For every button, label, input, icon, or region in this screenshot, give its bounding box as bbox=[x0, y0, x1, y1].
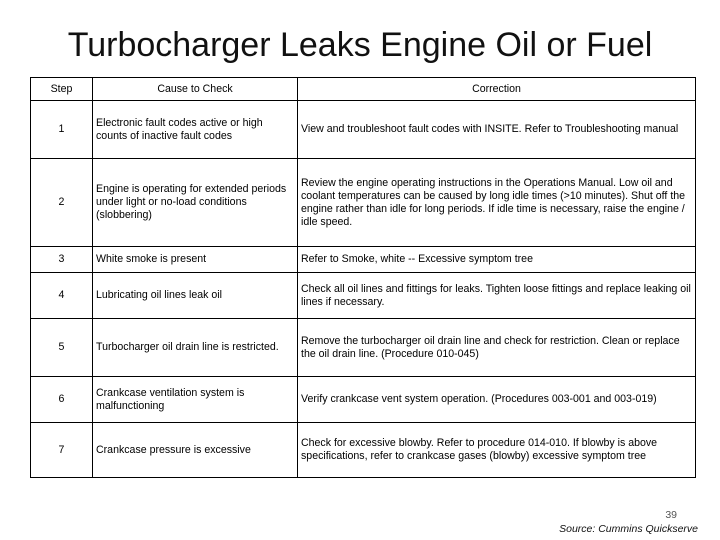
column-header-correction: Correction bbox=[298, 78, 696, 101]
cause-cell: White smoke is present bbox=[93, 247, 298, 273]
step-number: 4 bbox=[31, 273, 93, 319]
correction-cell: Remove the turbocharger oil drain line and check for restriction. Clean or replace the oil drain line. (Procedure 010-045) bbox=[298, 319, 696, 377]
cause-cell: Electronic fault codes active or high counts of inactive fault codes bbox=[93, 101, 298, 159]
step-number: 5 bbox=[31, 319, 93, 377]
correction-cell: Verify crankcase vent system operation. (Procedures 003-001 and 003-019) bbox=[298, 377, 696, 423]
table-row bbox=[31, 377, 696, 423]
troubleshooting-table bbox=[30, 77, 696, 478]
cause-cell: Turbocharger oil drain line is restricted. bbox=[93, 319, 298, 377]
column-header-step: Step bbox=[31, 78, 93, 101]
cause-cell: Crankcase ventilation system is malfunctioning bbox=[93, 377, 298, 423]
correction-cell: Review the engine operating instructions in the Operations Manual. Low oil and coolant temperatures can be caused by long idle times (>10 minutes). Shut off the engine rather than idle for long periods. If idle time is necessary, raise the engine / idle speed. bbox=[298, 159, 696, 247]
correction-cell: Check for excessive blowby. Refer to procedure 014-010. If blowby is above specifications, refer to crankcase gases (blowby) excessive symptom tree bbox=[298, 423, 696, 478]
cause-cell: Lubricating oil lines leak oil bbox=[93, 273, 298, 319]
step-number: 6 bbox=[31, 377, 93, 423]
column-header-cause: Cause to Check bbox=[93, 78, 298, 101]
step-number: 7 bbox=[31, 423, 93, 478]
table-row bbox=[31, 273, 696, 319]
table-row bbox=[31, 159, 696, 247]
table-row bbox=[31, 247, 696, 273]
page-number: 39 bbox=[665, 509, 677, 521]
table-row bbox=[31, 101, 696, 159]
cause-cell: Engine is operating for extended periods under light or no-load conditions (slobbering) bbox=[93, 159, 298, 247]
cause-cell: Crankcase pressure is excessive bbox=[93, 423, 298, 478]
slide-title: Turbocharger Leaks Engine Oil or Fuel bbox=[67, 26, 653, 64]
table-row bbox=[31, 423, 696, 478]
correction-cell: View and troubleshoot fault codes with INSITE. Refer to Troubleshooting manual bbox=[298, 101, 696, 159]
correction-cell: Check all oil lines and fittings for leaks. Tighten loose fittings and replace leaking oil lines if necessary. bbox=[298, 273, 696, 319]
source-caption: Source: Cummins Quickserve bbox=[559, 523, 698, 535]
table-header-row bbox=[31, 78, 696, 101]
correction-cell: Refer to Smoke, white -- Excessive symptom tree bbox=[298, 247, 696, 273]
step-number: 2 bbox=[31, 159, 93, 247]
step-number: 3 bbox=[31, 247, 93, 273]
step-number: 1 bbox=[31, 101, 93, 159]
table-row bbox=[31, 319, 696, 377]
